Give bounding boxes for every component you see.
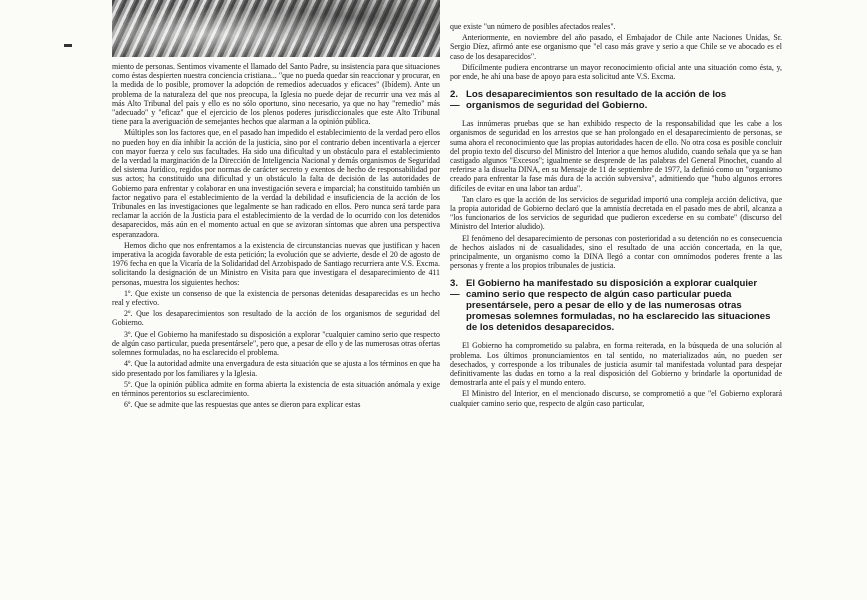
paragraph: miento de personas. Sentimos vivamente el llamado del Santo Padre, su insistencia para que situaciones como éstas despierten nuestra conciencia cristiana... "que no pueda quedar sin reaccionar y procurar, en la medida de lo posible, promover la adopción de remedios adecuados y eficaces" (Ibídem). Ante un problema de la naturaleza del que nos preocupa, la Iglesia no puede dejar de recurrir una vez más al más Alto Tribunal del país y ello es no sólo oportuno, sino necesario, ya que no hay "remedio" más "adecuado" y "eficaz" que el ejercicio de los plenos poderes jurisdiccionales que este Alto Tribunal tiene para la averiguación de semejantes hechos que alarman a la opinión pública.: [112, 62, 440, 127]
right-column: [450, 22, 782, 410]
paragraph: El Gobierno ha comprometido su palabra, en forma reiterada, en la búsqueda de una solución al problema. Los últimos pronunciamientos en tal sentido, no materializados aún, no pueden ser desechados, y corresponde a los tribunales de justicia asumir tal manifestada voluntad para despejar definitivamente las dudas en torno a la real disposición del Gobierno y brindarle la oportunidad de demostrarla ante el país y el mundo entero.: [450, 341, 782, 388]
list-item: 6º. Que se admite que las respuestas que antes se dieron para explicar estas: [124, 400, 361, 410]
paragraph: El fenómeno del desaparecimiento de personas con posterioridad a su detención no es consecuencia de hechos aislados ni de casualidades, sino el resultado de una acción concertada, en la que, principalmente, un organismo como la DINA llegó a contar con omnímodos poderes frente a las personas y frente a los propios tribunales de justicia.: [450, 233, 782, 271]
paragraph: El Ministro del Interior, en el mencionado discurso, se comprometió a que "el Gobierno explorará cualquier camino serio que, respecto de algún caso particular,: [450, 389, 782, 408]
section-heading-3: [450, 278, 782, 333]
section-title: Los desaparecimientos son resultado de la acción de los organismos de seguridad del Gobierno.: [466, 89, 727, 112]
paragraph: Tan claro es que la acción de los servicios de seguridad importó una compleja acción delictiva, que la propia autoridad de Gobierno declaró que la amnistía decretada en el pasado mes de abril, alcanza a "los funcionarios de los servicios de seguridad que pudieron excederse en su combate" (discurso del Ministro del Interior aludido).: [450, 194, 782, 232]
photo-fragment: [112, 0, 440, 57]
paragraph: Múltiples son los factores que, en el pasado han impedido el establecimiento de la verdad pero ellos no pueden hoy en día inhibir la acción de la justicia, sino por el contrario deben incentivarla a ejercer con mayor fuerza y celo sus facultades. Ha sido una dificultad y un obstáculo para el establecimiento de la verdad la marginación de la Dirección de Inteligencia Nacional y demás organismos de Seguridad del sistema Jurídico, regidos por normas de carácter secreto y exentos de hecho de responsabilidad por sus actos; ha constituido una dificultad y un obstáculo la falta de decisión de las autoridades de Gobierno para enfrentar y colaborar en una investigación severa e imparcial; ha constituido también un factor negativo para el establecimiento de la verdad la debilidad e insuficiencia de la acción de los Tribunales en las investigaciones que legalmente se han radicado en ellos. Pero nunca será tarde para reclamar la acción de la Justicia para el establecimiento de la verdad de lo ocurrido con los detenidos desaparecidos, más aún en el momento actual en que se avizoran síntomas que abren una perspectiva esperanzadora.: [112, 128, 440, 239]
left-column: [112, 62, 440, 411]
paragraph: Hemos dicho que nos enfrentamos a la existencia de circunstancias nuevas que justifican y hacen imperativa la acogida favorable de esta petición; la evolución que se advierte, desde el 20 de agosto de 1976 fecha en que la Vicaría de la Solidaridad del Arzobispado de Santiago recurriera ante V.S. Excma. solicitando la designación de un Ministro en Visita para que investigara el desaparecimiento de 411 personas, muestra los siguientes hechos:: [112, 240, 440, 287]
list-item: 1º. Que existe un consenso de que la existencia de personas detenidas desaparecidas es un hecho real y efectivo.: [112, 288, 440, 308]
paragraph: Difícilmente pudiera encontrarse un mayor reconocimiento oficial ante una situación como ésta, y, por ende, he ahí una base de apoyo para esta solicitud ante V.S. Excma.: [450, 62, 782, 82]
paragraph: que existe "un número de posibles afectados reales".: [450, 22, 616, 31]
list-item: 3º. Que el Gobierno ha manifestado su disposición a explorar "cualquier camino serio que respecto de algún caso particular, pueda presentársele", pero que, a pesar de ello y de las numerosas otras ofertas solemnes formuladas, no ha esclarecido el problema.: [112, 329, 440, 358]
section-heading-2: [450, 89, 782, 111]
paragraph: Las innúmeras pruebas que se han exhibido respecto de la responsabilidad que les cabe a los organismos de seguridad en los arrestos que se han prolongado en el desaparecimiento de personas, se suma ahora el reconocimiento que las propias autoridades hacen de ello. No otra cosa es posible concluir del propio texto del discurso del Ministro del Interior a que hemos aludido, cuando señala que ya se han castigado algunos "Excesos"; igualmente se desprende de las palabras del General Pinochet, cuando al referirse a la disuelta DINA, en su Mensaje de 11 de septiembre de 1977, la definió como un "organismo creado para enfrentar la fase más dura de la acción subversiva", admitiendo que "hubo algunos errores difíciles de evitar en una labor tan ardua".: [450, 119, 782, 193]
list-item: 5º. Que la opinión pública admite en forma abierta la existencia de esta situación anómala y exige en términos perentorios su esclarecimiento.: [112, 379, 440, 398]
paragraph: Anteriormente, en noviembre del año pasado, el Embajador de Chile ante Naciones Unidas, Sr. Sergio Díez, afirmó ante ese organismo que "el caso más grave y serio a que Chile se ve abocado es el caso de los desaparecidos".: [450, 33, 782, 61]
list-item: 4º. Que la autoridad admite una envergadura de esta situación que se ajusta a los términos en que ha sido presentado por los familiares y la Iglesia.: [112, 359, 440, 378]
section-title: El Gobierno ha manifestado su disposición a explorar cualquier camino serio que respecto de algún caso particular pueda presentársele, pero a pesar de ello y de las numerosas otras promesas solemnes formuladas, no ha esclarecido las situaciones de los detenidos desaparecidos.: [466, 278, 771, 334]
section-number: 3.—: [450, 278, 460, 301]
section-number: 2.—: [450, 89, 460, 112]
scan-mark: [64, 44, 72, 47]
list-item: 2º. Que los desaparecimientos son resultado de la acción de los organismos de seguridad del Gobierno.: [112, 309, 440, 328]
